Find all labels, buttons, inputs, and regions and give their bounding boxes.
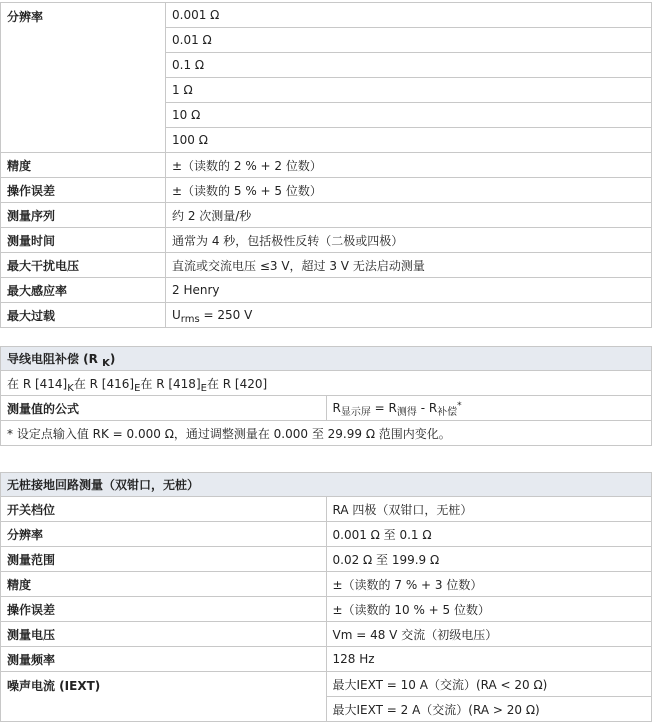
accuracy-label: 精度	[1, 153, 166, 178]
footnote: * 设定点输入值 RK = 0.000 Ω，通过调整测量在 0.000 至 29.99 Ω 范围内变化。	[1, 421, 652, 446]
conn-s2: E	[134, 382, 141, 394]
table-row	[1, 278, 652, 303]
conn-p2: 在 R [416]	[73, 376, 135, 391]
overload-sub: rms	[180, 314, 200, 325]
measurement-time-value: 通常为 4 秒，包括极性反转（二极或四极）	[166, 228, 652, 253]
measurement-time-label: 测量时间	[1, 228, 166, 253]
formula-s1: 显示屏	[340, 407, 371, 418]
resolution-label: 分辨率	[1, 522, 327, 547]
formula-s2: 测得	[396, 407, 417, 418]
conn-s3: E	[200, 382, 207, 394]
table-row	[1, 622, 652, 647]
formula-star: *	[457, 401, 462, 411]
operating-error-value: ±（读数的 5 % + 5 位数）	[166, 178, 652, 203]
formula-s3: 补偿	[437, 407, 458, 418]
table-row	[1, 473, 652, 497]
max-interference-voltage-value: 直流或交流电压 ≤3 V，超过 3 V 无法启动测量	[166, 253, 652, 278]
measurement-sequence-value: 约 2 次测量/秒	[166, 203, 652, 228]
table-row	[1, 303, 652, 328]
operating-error-label: 操作误差	[1, 597, 327, 622]
resolution-value: 0.01 Ω	[166, 28, 652, 53]
lead-compensation-table	[0, 346, 652, 446]
accuracy-value: ±（读数的 7 % + 3 位数）	[326, 572, 652, 597]
conn-p1: 在 R [414]	[7, 376, 68, 391]
table-row	[1, 572, 652, 597]
stakeless-table	[0, 472, 652, 722]
table-row	[1, 153, 652, 178]
noise-current-value: 最大IEXT = 10 A（交流）(RA < 20 Ω)	[326, 672, 652, 697]
switch-position-value: RA 四极（双钳口，无桩）	[326, 497, 652, 522]
table-row	[1, 396, 652, 421]
measurement-frequency-label: 测量频率	[1, 647, 327, 672]
table-row	[1, 497, 652, 522]
measurement-range-value: 0.02 Ω 至 199.9 Ω	[326, 547, 652, 572]
formula-value	[326, 396, 652, 421]
table-row	[1, 522, 652, 547]
measurement-voltage-value: Vm = 48 V 交流（初级电压）	[326, 622, 652, 647]
overload-rest: = 250 V	[199, 308, 253, 322]
noise-current-value: 最大IEXT = 2 A（交流）(RA > 20 Ω)	[326, 697, 652, 722]
measurement-voltage-label: 测量电压	[1, 622, 327, 647]
table-row	[1, 597, 652, 622]
max-overload-label: 最大过载	[1, 303, 166, 328]
measurement-frequency-value: 128 Hz	[326, 647, 652, 672]
table-row	[1, 203, 652, 228]
table-row	[1, 421, 652, 446]
table-row	[1, 672, 652, 697]
resolution-value: 10 Ω	[166, 103, 652, 128]
spec-table	[0, 2, 652, 328]
title-sub: K	[102, 358, 110, 369]
table-row	[1, 178, 652, 203]
formula-minus: - R	[416, 401, 438, 415]
max-inductance-label: 最大感应率	[1, 278, 166, 303]
resolution-value: 0.001 Ω	[166, 3, 652, 28]
max-overload-value	[166, 303, 652, 328]
noise-current-label: 噪声电流 (IEXT)	[1, 672, 327, 722]
table-row	[1, 253, 652, 278]
formula-r1: R	[332, 401, 341, 415]
resolution-value: 0.001 Ω 至 0.1 Ω	[326, 522, 652, 547]
table-row	[1, 3, 652, 28]
resolution-value: 100 Ω	[166, 128, 652, 153]
formula-label: 测量值的公式	[1, 396, 327, 421]
table-row	[1, 347, 652, 371]
operating-error-value: ±（读数的 10 % + 5 位数）	[326, 597, 652, 622]
max-interference-voltage-label: 最大干扰电压	[1, 253, 166, 278]
operating-error-label: 操作误差	[1, 178, 166, 203]
table-row	[1, 547, 652, 572]
resolution-value: 1 Ω	[166, 78, 652, 103]
section-title	[1, 347, 652, 371]
section-title: 无桩接地回路测量（双钳口，无桩）	[1, 473, 652, 497]
conn-p4: 在 R [420]	[206, 376, 268, 391]
title-end: )	[109, 352, 116, 366]
formula-eq: = R	[370, 401, 397, 415]
table-row	[1, 228, 652, 253]
overload-u: U	[172, 308, 181, 322]
switch-position-label: 开关档位	[1, 497, 327, 522]
accuracy-label: 精度	[1, 572, 327, 597]
connection-row	[1, 371, 652, 396]
measurement-range-label: 测量范围	[1, 547, 327, 572]
accuracy-value: ±（读数的 2 % + 2 位数）	[166, 153, 652, 178]
table-row	[1, 371, 652, 396]
conn-s1: K	[67, 382, 74, 394]
resolution-label: 分辨率	[1, 3, 166, 153]
table-row	[1, 647, 652, 672]
title-main: 导线电阻补偿 (R	[7, 352, 103, 366]
measurement-sequence-label: 测量序列	[1, 203, 166, 228]
max-inductance-value: 2 Henry	[166, 278, 652, 303]
resolution-value: 0.1 Ω	[166, 53, 652, 78]
conn-p3: 在 R [418]	[140, 376, 201, 391]
